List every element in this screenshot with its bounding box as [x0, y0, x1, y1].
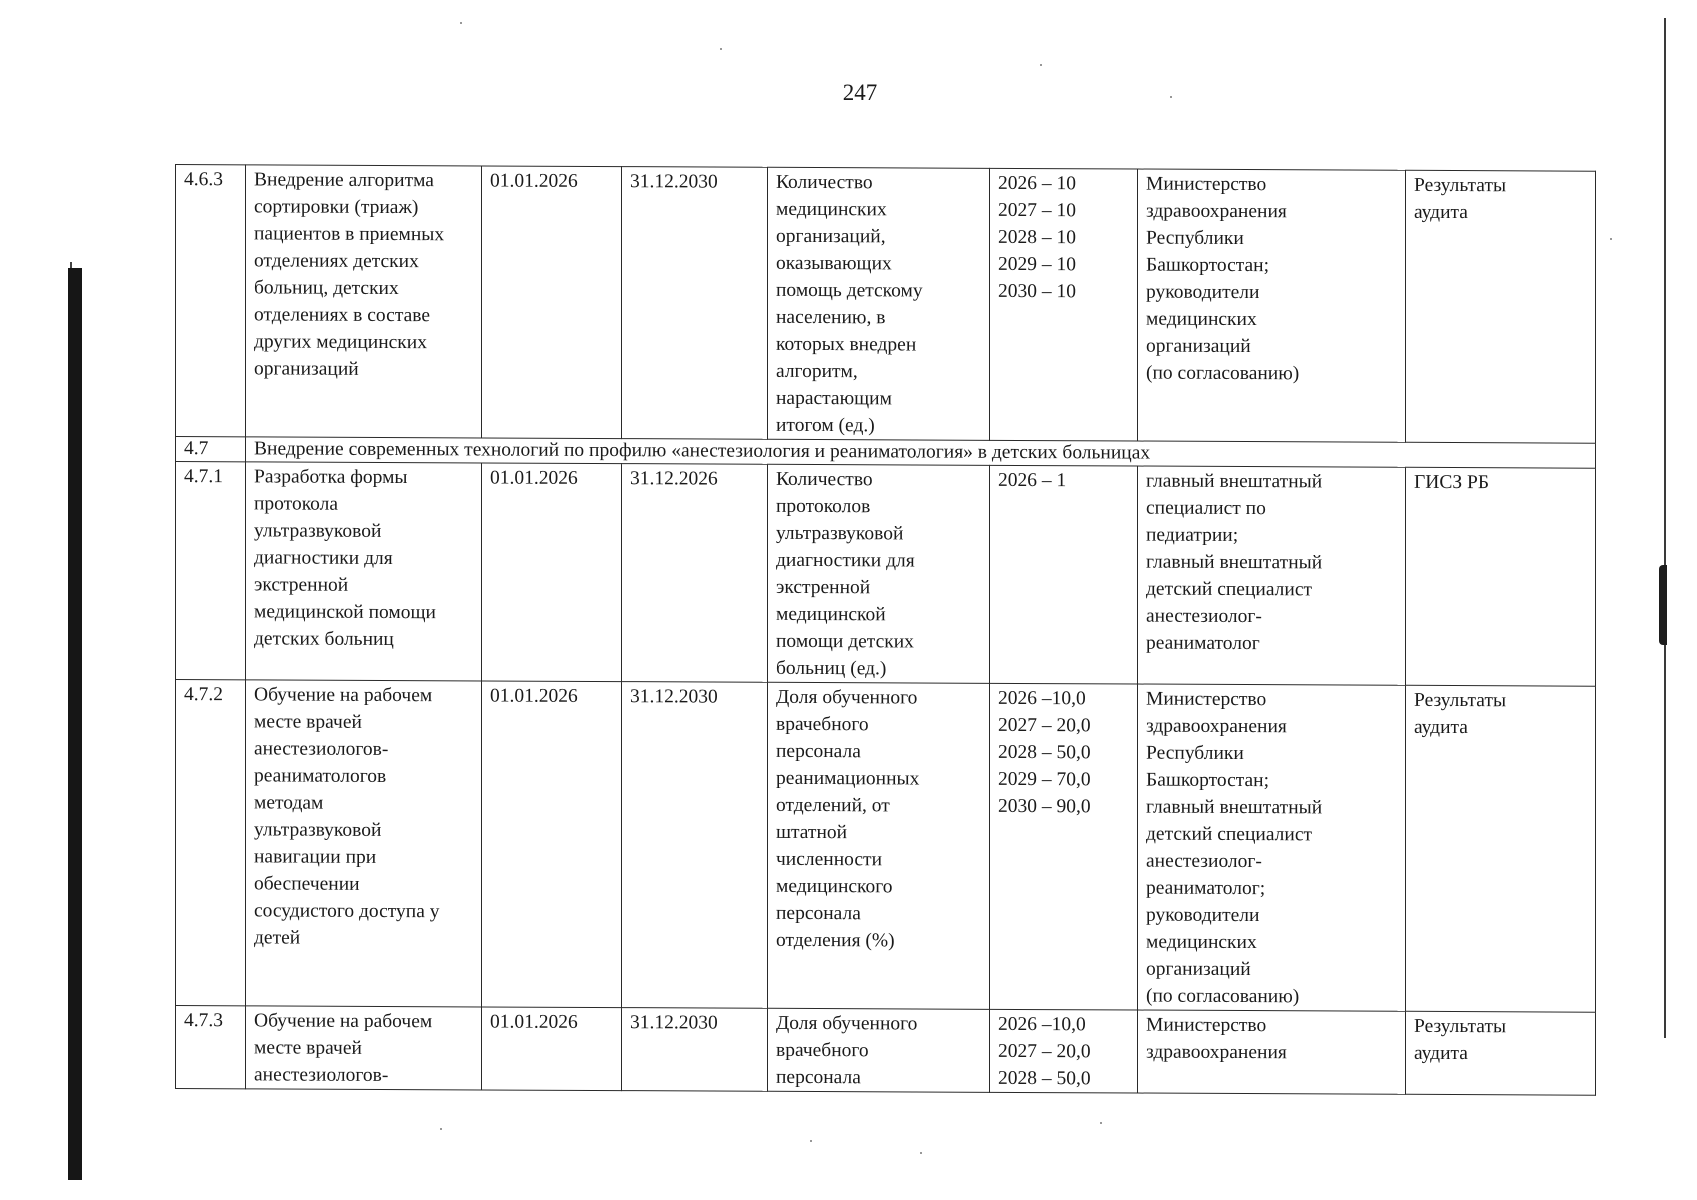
target-values: 2026 –10,0 2027 – 20,0 2028 – 50,0 2029 – 70,0 2030 – 90,0	[990, 683, 1138, 1010]
table-row	[176, 165, 1596, 444]
indicator: Доля обученного врачебного персонала	[768, 1008, 990, 1092]
item-number: 4.7.2	[176, 680, 246, 1006]
scan-speck	[1610, 238, 1612, 240]
start-date: 01.01.2026	[482, 166, 622, 439]
scan-speck	[440, 1128, 442, 1130]
section-number: 4.7	[176, 437, 246, 462]
indicator: Доля обученного врачебного персонала реанимационных отделений, от штатной численности медицинского персонала отделения (%)	[768, 682, 990, 1009]
start-date: 01.01.2026	[482, 1007, 622, 1091]
result-source: Результаты аудита	[1406, 170, 1596, 443]
scan-edge-blot	[1659, 565, 1667, 645]
measures-table	[175, 164, 1596, 1096]
responsible: Министерство здравоохранения	[1138, 1010, 1406, 1094]
scan-speck	[810, 1140, 812, 1142]
measure-name: Внедрение алгоритма сортировки (триаж) пациентов в приемных отделениях детских больниц, детских отделениях в составе других медицинских организаций	[246, 165, 482, 438]
page-number: 247	[842, 80, 878, 105]
end-date: 31.12.2026	[622, 464, 768, 683]
result-source: ГИСЗ РБ	[1406, 467, 1596, 686]
indicator: Количество протоколов ультразвуковой диагностики для экстренной медицинской помощи детских больниц (ед.)	[768, 464, 990, 683]
section-title: Внедрение современных технологий по профилю «анестезиология и реаниматология» в детских больницах	[246, 437, 1596, 468]
end-date: 31.12.2030	[622, 1008, 768, 1092]
responsible: Министерство здравоохранения Республики Башкортостан; руководители медицинских организаций (по согласованию)	[1138, 169, 1406, 442]
end-date: 31.12.2030	[622, 682, 768, 1009]
table-row	[176, 1006, 1596, 1096]
table-row	[176, 462, 1596, 687]
item-number: 4.7.3	[176, 1006, 246, 1089]
item-number: 4.6.3	[176, 165, 246, 437]
responsible: Министерство здравоохранения Республики Башкортостан; главный внештатный детский специалист анестезиолог- реаниматолог; руководители медицинских организаций (по согласованию)	[1138, 684, 1406, 1011]
target-values: 2026 – 1	[990, 465, 1138, 684]
measure-name: Обучение на рабочем месте врачей анестезиологов-	[246, 1006, 482, 1090]
responsible: главный внештатный специалист по педиатрии; главный внештатный детский специалист анестезиолог- реаниматолог	[1138, 466, 1406, 685]
scan-speck	[460, 22, 462, 24]
target-values: 2026 – 10 2027 – 10 2028 – 10 2029 – 10 2030 – 10	[990, 168, 1138, 441]
indicator: Количество медицинских организаций, оказывающих помощь детскому населению, в которых внедрен алгоритм, нарастающим итогом (ед.)	[768, 167, 990, 440]
target-values: 2026 –10,0 2027 – 20,0 2028 – 50,0	[990, 1009, 1138, 1093]
item-number: 4.7.1	[176, 462, 246, 680]
scan-speck	[1170, 96, 1172, 98]
start-date: 01.01.2026	[482, 463, 622, 682]
start-date: 01.01.2026	[482, 681, 622, 1008]
table-row	[176, 680, 1596, 1013]
scan-speck	[720, 48, 722, 50]
scan-speck	[920, 1152, 922, 1154]
measure-name: Обучение на рабочем месте врачей анестезиологов- реаниматологов методам ультразвуковой навигации при обеспечении сосудистого доступа у детей	[246, 680, 482, 1007]
end-date: 31.12.2030	[622, 167, 768, 440]
result-source: Результаты аудита	[1406, 685, 1596, 1012]
scan-edge-bar	[68, 268, 82, 1180]
result-source: Результаты аудита	[1406, 1011, 1596, 1095]
scan-edge-line	[1664, 18, 1666, 1038]
scan-speck	[1040, 64, 1042, 66]
measure-name: Разработка формы протокола ультразвуковой диагностики для экстренной медицинской помощи детских больниц	[246, 462, 482, 681]
scan-speck	[1100, 1122, 1102, 1124]
